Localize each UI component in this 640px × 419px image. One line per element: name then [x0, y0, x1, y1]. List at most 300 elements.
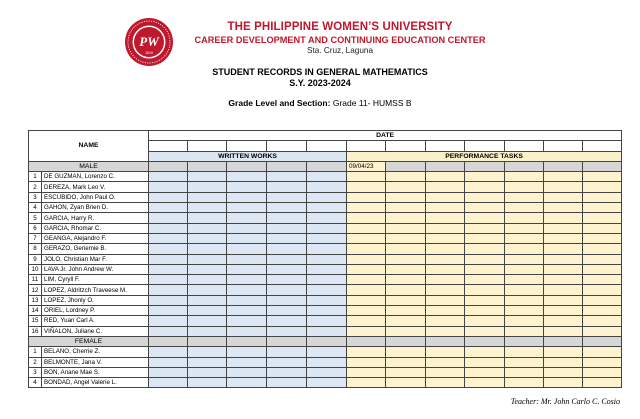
performance-task-score-cell[interactable] — [544, 172, 583, 182]
written-work-score-cell[interactable] — [307, 203, 347, 213]
written-work-score-cell[interactable] — [267, 172, 307, 182]
performance-task-score-cell[interactable] — [386, 213, 426, 223]
performance-task-score-cell[interactable] — [544, 223, 583, 233]
performance-task-score-cell[interactable] — [465, 306, 505, 316]
performance-task-score-cell[interactable] — [544, 316, 583, 326]
student-name: GEANGA, Alejandro F. — [42, 233, 149, 243]
performance-task-score-cell[interactable] — [544, 295, 583, 305]
written-work-score-cell[interactable] — [307, 223, 347, 233]
performance-task-score-cell[interactable] — [465, 213, 505, 223]
performance-task-score-cell[interactable] — [386, 275, 426, 285]
performance-task-score-cell[interactable] — [583, 347, 622, 357]
written-work-score-cell[interactable] — [188, 244, 227, 254]
performance-task-score-cell[interactable] — [426, 285, 465, 295]
performance-task-score-cell[interactable] — [505, 367, 544, 377]
performance-task-score-cell[interactable] — [386, 367, 426, 377]
written-work-score-cell[interactable] — [267, 182, 307, 192]
performance-task-score-cell[interactable] — [583, 254, 622, 264]
performance-task-score-cell[interactable] — [426, 182, 465, 192]
performance-task-score-cell[interactable] — [505, 213, 544, 223]
written-work-score-cell[interactable] — [188, 192, 227, 202]
written-work-score-cell[interactable] — [188, 326, 227, 336]
date-cell[interactable] — [149, 141, 188, 151]
written-work-score-cell[interactable] — [188, 172, 227, 182]
performance-task-score-cell[interactable] — [386, 264, 426, 274]
section-grade-cell[interactable] — [307, 336, 347, 346]
student-number: 1 — [29, 347, 42, 357]
performance-task-score-cell[interactable] — [386, 316, 426, 326]
performance-task-score-cell[interactable] — [386, 244, 426, 254]
written-work-score-cell[interactable] — [227, 203, 267, 213]
written-work-score-cell[interactable] — [227, 306, 267, 316]
performance-task-score-cell[interactable] — [386, 254, 426, 264]
written-work-score-cell[interactable] — [267, 306, 307, 316]
written-work-score-cell[interactable] — [227, 182, 267, 192]
performance-task-score-cell[interactable] — [505, 357, 544, 367]
section-grade-cell[interactable] — [347, 336, 386, 346]
student-name: GAHON, Zyan Brien D. — [42, 203, 149, 213]
performance-task-score-cell[interactable] — [465, 182, 505, 192]
performance-task-score-cell[interactable] — [426, 213, 465, 223]
written-work-score-cell[interactable] — [307, 213, 347, 223]
date-cell[interactable] — [386, 141, 426, 151]
date-cell[interactable] — [227, 141, 267, 151]
performance-task-score-cell[interactable] — [583, 192, 622, 202]
written-work-score-cell[interactable] — [307, 182, 347, 192]
written-work-score-cell[interactable] — [267, 316, 307, 326]
date-cell[interactable] — [426, 141, 465, 151]
performance-task-score-cell[interactable] — [426, 378, 465, 388]
written-work-score-cell[interactable] — [149, 347, 188, 357]
performance-task-score-cell[interactable] — [386, 347, 426, 357]
written-work-score-cell[interactable] — [267, 285, 307, 295]
performance-task-score-cell[interactable] — [386, 285, 426, 295]
performance-task-score-cell[interactable] — [544, 306, 583, 316]
performance-task-score-cell[interactable] — [465, 378, 505, 388]
performance-task-score-cell[interactable] — [386, 223, 426, 233]
performance-task-score-cell[interactable] — [347, 306, 386, 316]
written-work-score-cell[interactable] — [149, 233, 188, 243]
written-work-score-cell[interactable] — [188, 295, 227, 305]
performance-task-score-cell[interactable] — [465, 285, 505, 295]
performance-task-score-cell[interactable] — [426, 295, 465, 305]
performance-task-score-cell[interactable] — [465, 275, 505, 285]
written-work-score-cell[interactable] — [227, 316, 267, 326]
written-work-score-cell[interactable] — [307, 357, 347, 367]
written-work-score-cell[interactable] — [149, 357, 188, 367]
performance-task-score-cell[interactable] — [426, 192, 465, 202]
section-grade-cell[interactable] — [505, 161, 544, 171]
written-work-score-cell[interactable] — [188, 213, 227, 223]
performance-task-score-cell[interactable] — [347, 357, 386, 367]
performance-task-score-cell[interactable] — [426, 233, 465, 243]
section-grade-cell[interactable] — [307, 161, 347, 171]
teacher-signature-line: Teacher: Mr. John Carlo C. Cosio — [510, 397, 620, 406]
performance-task-score-cell[interactable] — [347, 254, 386, 264]
student-row — [29, 357, 622, 367]
performance-task-score-cell[interactable] — [583, 203, 622, 213]
performance-task-score-cell[interactable] — [347, 316, 386, 326]
performance-task-score-cell[interactable] — [544, 275, 583, 285]
section-grade-cell[interactable] — [188, 161, 227, 171]
section-grade-cell[interactable] — [227, 161, 267, 171]
written-work-score-cell[interactable] — [267, 367, 307, 377]
student-row — [29, 213, 622, 223]
performance-task-score-cell[interactable] — [386, 326, 426, 336]
performance-task-score-cell[interactable] — [386, 203, 426, 213]
performance-task-score-cell[interactable] — [347, 326, 386, 336]
section-grade-cell[interactable] — [544, 336, 583, 346]
written-work-score-cell[interactable] — [188, 378, 227, 388]
performance-task-score-cell[interactable] — [347, 233, 386, 243]
written-work-score-cell[interactable] — [227, 172, 267, 182]
written-work-score-cell[interactable] — [307, 367, 347, 377]
written-work-score-cell[interactable] — [267, 223, 307, 233]
written-work-score-cell[interactable] — [307, 192, 347, 202]
written-work-score-cell[interactable] — [188, 223, 227, 233]
student-number: 4 — [29, 378, 42, 388]
performance-task-score-cell[interactable] — [544, 285, 583, 295]
written-work-score-cell[interactable] — [227, 347, 267, 357]
section-label: FEMALE — [29, 336, 149, 346]
performance-task-score-cell[interactable] — [583, 285, 622, 295]
performance-task-date[interactable]: 09/04/23 — [347, 161, 386, 171]
section-grade-cell[interactable] — [227, 336, 267, 346]
performance-task-score-cell[interactable] — [465, 357, 505, 367]
written-work-score-cell[interactable] — [149, 223, 188, 233]
written-work-score-cell[interactable] — [149, 192, 188, 202]
performance-task-score-cell[interactable] — [347, 213, 386, 223]
written-work-score-cell[interactable] — [227, 275, 267, 285]
performance-task-score-cell[interactable] — [583, 172, 622, 182]
performance-task-score-cell[interactable] — [505, 233, 544, 243]
written-work-score-cell[interactable] — [227, 295, 267, 305]
section-grade-cell[interactable] — [426, 161, 465, 171]
written-work-score-cell[interactable] — [307, 244, 347, 254]
written-work-score-cell[interactable] — [188, 264, 227, 274]
written-work-score-cell[interactable] — [307, 295, 347, 305]
section-grade-cell[interactable] — [188, 336, 227, 346]
performance-task-score-cell[interactable] — [505, 254, 544, 264]
written-work-score-cell[interactable] — [267, 254, 307, 264]
written-work-score-cell[interactable] — [149, 326, 188, 336]
performance-task-score-cell[interactable] — [347, 295, 386, 305]
written-work-score-cell[interactable] — [149, 254, 188, 264]
written-work-score-cell[interactable] — [149, 295, 188, 305]
performance-task-score-cell[interactable] — [583, 223, 622, 233]
performance-tasks-header: PERFORMANCE TASKS — [347, 151, 622, 161]
written-work-score-cell[interactable] — [307, 275, 347, 285]
student-row — [29, 172, 622, 182]
date-cell[interactable] — [188, 141, 227, 151]
date-cell[interactable] — [267, 141, 307, 151]
performance-task-score-cell[interactable] — [583, 367, 622, 377]
student-name: GARCIA, Harry R. — [42, 213, 149, 223]
section-grade-cell[interactable] — [583, 336, 622, 346]
section-grade-cell[interactable] — [426, 336, 465, 346]
written-work-score-cell[interactable] — [149, 306, 188, 316]
performance-task-score-cell[interactable] — [347, 367, 386, 377]
university-name: THE PHILIPPINE WOMEN’S UNIVERSITY — [227, 21, 453, 33]
written-work-score-cell[interactable] — [227, 213, 267, 223]
performance-task-score-cell[interactable] — [505, 275, 544, 285]
performance-task-score-cell[interactable] — [386, 295, 426, 305]
written-work-score-cell[interactable] — [188, 347, 227, 357]
performance-task-score-cell[interactable] — [544, 203, 583, 213]
written-work-score-cell[interactable] — [227, 357, 267, 367]
written-work-score-cell[interactable] — [188, 203, 227, 213]
written-work-score-cell[interactable] — [149, 275, 188, 285]
date-cell[interactable] — [505, 141, 544, 151]
written-work-score-cell[interactable] — [227, 254, 267, 264]
performance-task-score-cell[interactable] — [347, 285, 386, 295]
written-work-score-cell[interactable] — [267, 192, 307, 202]
written-work-score-cell[interactable] — [188, 254, 227, 264]
performance-task-score-cell[interactable] — [465, 254, 505, 264]
written-work-score-cell[interactable] — [188, 233, 227, 243]
written-work-score-cell[interactable] — [149, 203, 188, 213]
performance-task-score-cell[interactable] — [583, 264, 622, 274]
written-work-score-cell[interactable] — [267, 275, 307, 285]
performance-task-score-cell[interactable] — [544, 213, 583, 223]
section-grade-cell[interactable] — [149, 161, 188, 171]
written-work-score-cell[interactable] — [149, 367, 188, 377]
performance-task-score-cell[interactable] — [544, 378, 583, 388]
section-grade-cell[interactable] — [544, 161, 583, 171]
student-row — [29, 254, 622, 264]
performance-task-score-cell[interactable] — [347, 275, 386, 285]
section-grade-cell[interactable] — [386, 336, 426, 346]
performance-task-score-cell[interactable] — [347, 347, 386, 357]
written-work-score-cell[interactable] — [188, 357, 227, 367]
student-number: 11 — [29, 275, 42, 285]
performance-task-score-cell[interactable] — [465, 367, 505, 377]
performance-task-score-cell[interactable] — [544, 233, 583, 243]
section-grade-cell[interactable] — [465, 161, 505, 171]
date-cell[interactable] — [465, 141, 505, 151]
performance-task-score-cell[interactable] — [465, 347, 505, 357]
written-work-score-cell[interactable] — [188, 316, 227, 326]
written-work-score-cell[interactable] — [267, 203, 307, 213]
performance-task-score-cell[interactable] — [583, 275, 622, 285]
student-name: JOLO, Christian Mar F. — [42, 254, 149, 264]
performance-task-score-cell[interactable] — [465, 172, 505, 182]
section-grade-cell[interactable] — [583, 161, 622, 171]
performance-task-score-cell[interactable] — [426, 306, 465, 316]
performance-task-score-cell[interactable] — [386, 357, 426, 367]
performance-task-score-cell[interactable] — [583, 306, 622, 316]
written-work-score-cell[interactable] — [188, 182, 227, 192]
written-work-score-cell[interactable] — [267, 295, 307, 305]
performance-task-score-cell[interactable] — [347, 182, 386, 192]
performance-task-score-cell[interactable] — [505, 203, 544, 213]
written-work-score-cell[interactable] — [227, 244, 267, 254]
performance-task-score-cell[interactable] — [465, 295, 505, 305]
performance-task-score-cell[interactable] — [505, 306, 544, 316]
written-works-header: WRITTEN WORKS — [149, 151, 347, 161]
date-cell[interactable] — [583, 141, 622, 151]
performance-task-score-cell[interactable] — [426, 264, 465, 274]
written-work-score-cell[interactable] — [227, 285, 267, 295]
written-work-score-cell[interactable] — [267, 378, 307, 388]
student-records-table — [28, 130, 622, 388]
written-work-score-cell[interactable] — [267, 244, 307, 254]
performance-task-score-cell[interactable] — [505, 172, 544, 182]
written-work-score-cell[interactable] — [307, 233, 347, 243]
performance-task-score-cell[interactable] — [583, 213, 622, 223]
written-work-score-cell[interactable] — [149, 172, 188, 182]
performance-task-score-cell[interactable] — [465, 192, 505, 202]
written-work-score-cell[interactable] — [227, 192, 267, 202]
performance-task-score-cell[interactable] — [583, 357, 622, 367]
performance-task-score-cell[interactable] — [544, 357, 583, 367]
performance-task-score-cell[interactable] — [426, 347, 465, 357]
performance-task-score-cell[interactable] — [347, 244, 386, 254]
written-work-score-cell[interactable] — [149, 182, 188, 192]
written-work-score-cell[interactable] — [307, 172, 347, 182]
performance-task-score-cell[interactable] — [544, 182, 583, 192]
performance-task-score-cell[interactable] — [583, 182, 622, 192]
performance-task-score-cell[interactable] — [347, 172, 386, 182]
performance-task-score-cell[interactable] — [347, 192, 386, 202]
student-name: DE GUZMAN, Lorenzo C. — [42, 172, 149, 182]
performance-task-score-cell[interactable] — [465, 264, 505, 274]
written-work-score-cell[interactable] — [307, 326, 347, 336]
performance-task-score-cell[interactable] — [426, 275, 465, 285]
performance-task-score-cell[interactable] — [386, 378, 426, 388]
performance-task-score-cell[interactable] — [426, 244, 465, 254]
performance-task-score-cell[interactable] — [583, 295, 622, 305]
performance-task-score-cell[interactable] — [465, 203, 505, 213]
performance-task-score-cell[interactable] — [347, 264, 386, 274]
written-work-score-cell[interactable] — [267, 233, 307, 243]
written-work-score-cell[interactable] — [149, 264, 188, 274]
performance-task-score-cell[interactable] — [544, 326, 583, 336]
performance-task-score-cell[interactable] — [544, 254, 583, 264]
performance-task-score-cell[interactable] — [505, 378, 544, 388]
performance-task-score-cell[interactable] — [426, 316, 465, 326]
written-work-score-cell[interactable] — [227, 367, 267, 377]
written-work-score-cell[interactable] — [307, 316, 347, 326]
performance-task-score-cell[interactable] — [426, 254, 465, 264]
performance-task-score-cell[interactable] — [583, 316, 622, 326]
performance-task-score-cell[interactable] — [426, 326, 465, 336]
section-grade-cell[interactable] — [267, 336, 307, 346]
written-work-score-cell[interactable] — [149, 244, 188, 254]
performance-task-score-cell[interactable] — [505, 316, 544, 326]
performance-task-score-cell[interactable] — [347, 378, 386, 388]
performance-task-score-cell[interactable] — [386, 192, 426, 202]
performance-task-score-cell[interactable] — [544, 192, 583, 202]
student-row — [29, 347, 622, 357]
performance-task-score-cell[interactable] — [505, 326, 544, 336]
date-cell[interactable] — [307, 141, 347, 151]
written-work-score-cell[interactable] — [188, 306, 227, 316]
written-work-score-cell[interactable] — [188, 367, 227, 377]
performance-task-score-cell[interactable] — [583, 326, 622, 336]
written-work-score-cell[interactable] — [227, 233, 267, 243]
performance-task-score-cell[interactable] — [465, 233, 505, 243]
section-header-row — [29, 336, 622, 346]
performance-task-score-cell[interactable] — [505, 244, 544, 254]
date-cell[interactable] — [544, 141, 583, 151]
written-work-score-cell[interactable] — [149, 316, 188, 326]
section-grade-cell[interactable] — [386, 161, 426, 171]
performance-task-score-cell[interactable] — [386, 182, 426, 192]
performance-task-score-cell[interactable] — [505, 264, 544, 274]
performance-task-score-cell[interactable] — [505, 285, 544, 295]
written-work-score-cell[interactable] — [149, 213, 188, 223]
section-grade-cell[interactable] — [505, 336, 544, 346]
performance-task-score-cell[interactable] — [465, 244, 505, 254]
performance-task-score-cell[interactable] — [347, 223, 386, 233]
performance-task-score-cell[interactable] — [426, 367, 465, 377]
performance-task-score-cell[interactable] — [426, 172, 465, 182]
student-name: LIM, Cyryll F. — [42, 275, 149, 285]
written-work-score-cell[interactable] — [307, 285, 347, 295]
written-work-score-cell[interactable] — [307, 347, 347, 357]
date-cell[interactable] — [347, 141, 386, 151]
written-work-score-cell[interactable] — [188, 275, 227, 285]
performance-task-score-cell[interactable] — [386, 233, 426, 243]
performance-task-score-cell[interactable] — [426, 203, 465, 213]
written-work-score-cell[interactable] — [307, 378, 347, 388]
written-work-score-cell[interactable] — [267, 347, 307, 357]
written-work-score-cell[interactable] — [188, 285, 227, 295]
written-work-score-cell[interactable] — [227, 326, 267, 336]
performance-task-score-cell[interactable] — [544, 264, 583, 274]
written-work-score-cell[interactable] — [307, 264, 347, 274]
performance-task-score-cell[interactable] — [583, 233, 622, 243]
performance-task-score-cell[interactable] — [465, 316, 505, 326]
performance-task-score-cell[interactable] — [544, 367, 583, 377]
seal-monogram: PW — [139, 34, 159, 49]
section-grade-cell[interactable] — [149, 336, 188, 346]
performance-task-score-cell[interactable] — [386, 172, 426, 182]
student-number: 12 — [29, 285, 42, 295]
written-work-score-cell[interactable] — [267, 213, 307, 223]
performance-task-score-cell[interactable] — [426, 223, 465, 233]
written-work-score-cell[interactable] — [307, 306, 347, 316]
performance-task-score-cell[interactable] — [347, 203, 386, 213]
student-row — [29, 203, 622, 213]
performance-task-score-cell[interactable] — [544, 347, 583, 357]
performance-task-score-cell[interactable] — [583, 244, 622, 254]
performance-task-score-cell[interactable] — [465, 326, 505, 336]
performance-task-score-cell[interactable] — [505, 223, 544, 233]
performance-task-score-cell[interactable] — [505, 192, 544, 202]
section-grade-cell[interactable] — [465, 336, 505, 346]
written-work-score-cell[interactable] — [227, 264, 267, 274]
written-work-score-cell[interactable] — [267, 357, 307, 367]
written-work-score-cell[interactable] — [267, 264, 307, 274]
performance-task-score-cell[interactable] — [465, 223, 505, 233]
performance-task-score-cell[interactable] — [505, 182, 544, 192]
written-work-score-cell[interactable] — [149, 378, 188, 388]
written-work-score-cell[interactable] — [307, 254, 347, 264]
written-work-score-cell[interactable] — [267, 326, 307, 336]
written-work-score-cell[interactable] — [149, 285, 188, 295]
performance-task-score-cell[interactable] — [386, 306, 426, 316]
performance-task-score-cell[interactable] — [426, 357, 465, 367]
performance-task-score-cell[interactable] — [583, 378, 622, 388]
performance-task-score-cell[interactable] — [505, 347, 544, 357]
written-work-score-cell[interactable] — [227, 378, 267, 388]
written-work-score-cell[interactable] — [227, 223, 267, 233]
performance-task-score-cell[interactable] — [505, 295, 544, 305]
section-grade-cell[interactable] — [267, 161, 307, 171]
performance-task-score-cell[interactable] — [544, 244, 583, 254]
